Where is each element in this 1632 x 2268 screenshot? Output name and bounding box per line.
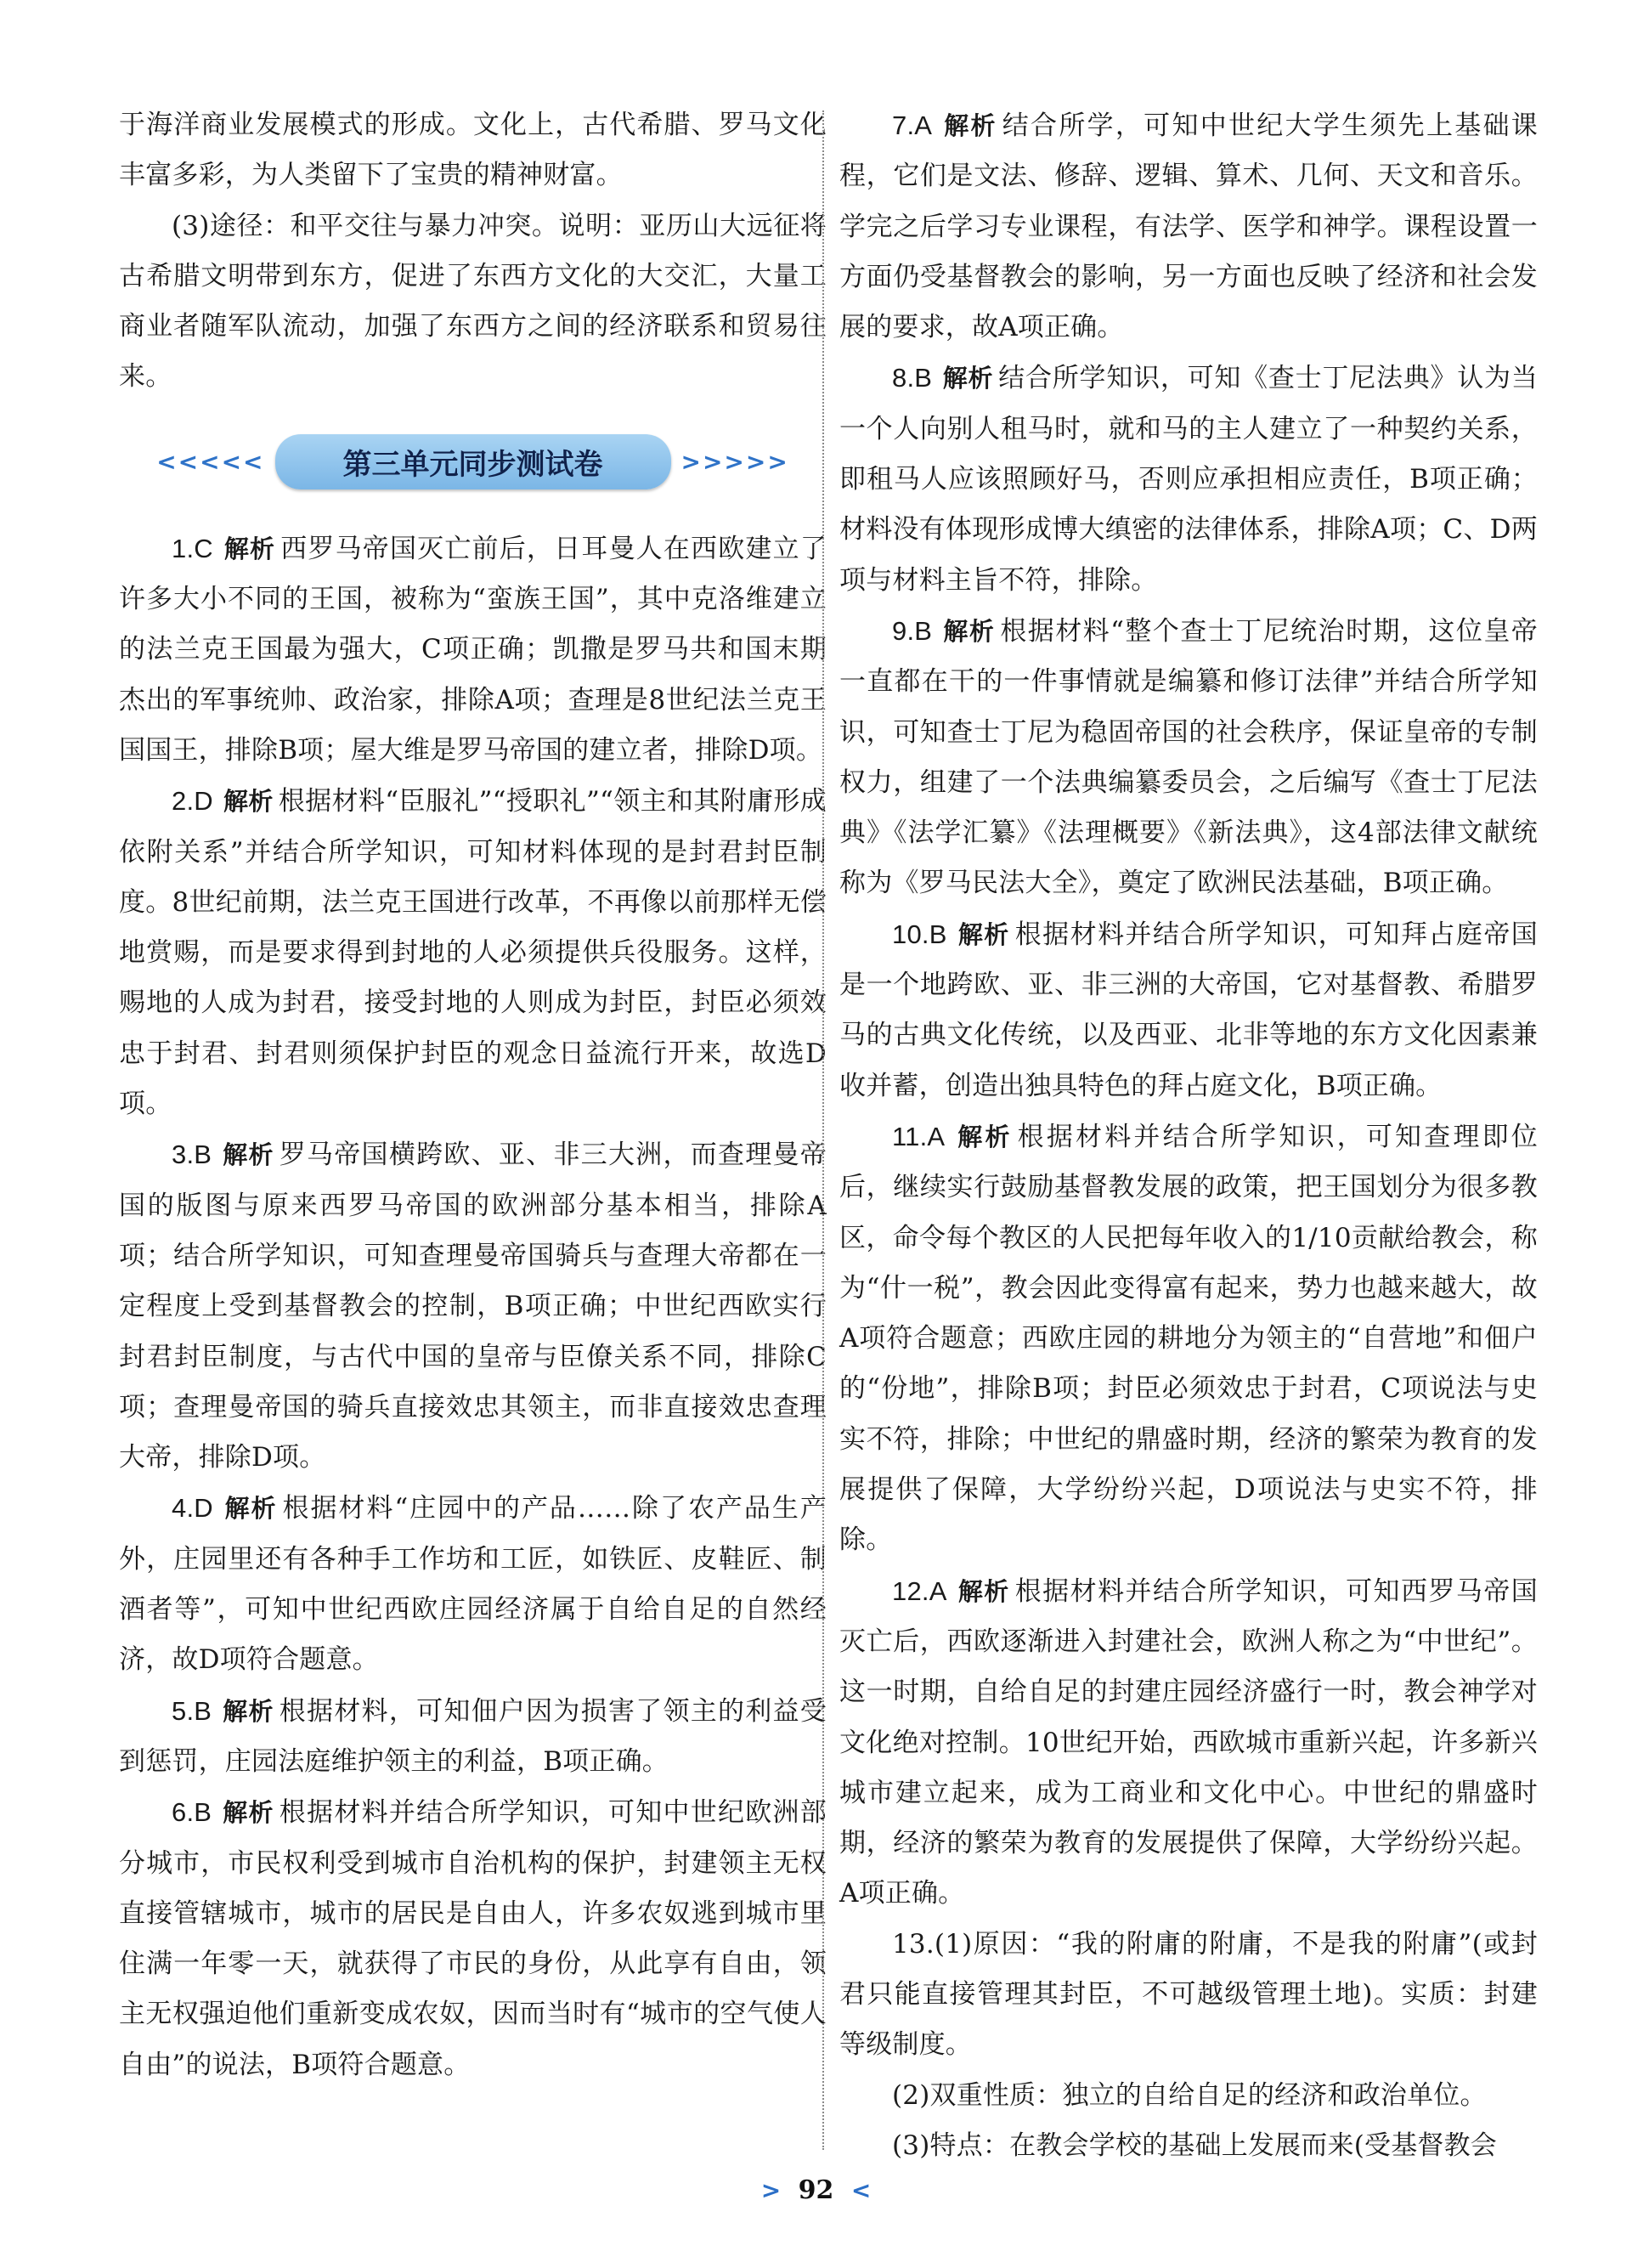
question-number: 11.A — [892, 1121, 946, 1151]
answer-text: 根据材料并结合所学知识，可知西罗马帝国灭亡后，西欧逐渐进入封建社会，欧洲人称之为“中世纪”。这一时期，自给自足的封建庄园经济盛行一时，教会神学对文化绝对控制。10世纪开始，西欧城市重新兴起，许多新兴城市建立起来，成为工商业和文化中心。中世纪的鼎盛时期，经济的繁荣为教育的发展提供了保障，大学纷纷兴起。A项正确。 — [839, 1575, 1538, 1909]
answer-text: 罗马帝国横跨欧、亚、非三大洲，而查理曼帝国的版图与原来西罗马帝国的欧洲部分基本相当，排除A项；结合所学知识，可知查理曼帝国骑兵与查理大帝都在一定程度上受到基督教会的控制，B项正确；中世纪西欧实行封君封臣制度，与古代中国的皇帝与臣僚关系不同，排除C项；查理曼帝国的骑兵直接效忠其领主，而非直接效忠查理大帝，排除D项。 — [119, 1140, 827, 1473]
question-number: 3.B — [172, 1140, 212, 1170]
answer-paragraph — [119, 1686, 827, 1788]
page-number: 92 — [798, 2175, 834, 2205]
analysis-label: 解析 — [223, 534, 276, 563]
answer-text: 根据材料“臣服礼”“授职礼”“领主和其附庸形成依附关系”并结合所学知识，可知材料体现的是封君封臣制度。8世纪前期，法兰克王国进行改革，不再像以前那样无偿地赏赐，而是要求得到封地的人必须提供兵役服务。这样，赐地的人成为封君，接受封地的人则成为封臣，封臣必须效忠于封君、封君则须保护封臣的观念日益流行开来，故选D项。 — [119, 786, 827, 1120]
analysis-label: 解析 — [942, 364, 994, 393]
right-arrows-icon: >>>>> — [680, 448, 789, 477]
analysis-label: 解析 — [942, 616, 996, 646]
analysis-label: 解析 — [955, 1122, 1013, 1151]
right-pointer-icon: > — [760, 2176, 782, 2204]
answer-paragraph — [839, 909, 1538, 1111]
answer-text: 根据材料并结合所学知识，可知查理即位后，继续实行鼓励基督教发展的政策，把王国划分为很多教区，命令每个教区的人民把每年收入的1/10贡献给教会，称为“什一税”，教会因此变得富有起来，势力也越来越大，故A项符合题意；西欧庄园的耕地分为领主的“自营地”和佃户的“份地”，排除B项；封臣必须效忠于封君，C项说法与史实不符，排除；中世纪的鼎盛时期，经济的繁荣为教育的发展提供了保障，大学纷纷兴起，D项说法与史实不符，排除。 — [839, 1121, 1538, 1556]
question-number: 12.A — [892, 1575, 947, 1606]
analysis-label: 解析 — [223, 1494, 278, 1524]
question-number: 2.D — [172, 786, 213, 817]
column-divider — [822, 110, 824, 2150]
analysis-label: 解析 — [957, 1576, 1010, 1606]
analysis-label: 解析 — [957, 919, 1010, 949]
page-footer — [0, 2175, 1632, 2205]
answer-text: 结合所学知识，可知《查士丁尼法典》认为当一个人向别人租马时，就和马的主人建立了一种契约关系，即租马人应该照顾好马，否则应承担相应责任，B项正确；材料没有体现形成博大缜密的法律体系，排除A项；C、D两项与材料主旨不符，排除。 — [839, 363, 1539, 596]
answer-paragraph — [839, 1566, 1538, 1920]
answer-paragraph — [119, 776, 827, 1129]
answer-paragraph — [119, 1129, 827, 1483]
answer-paragraph: (3)特点：在教会学校的基础上发展而来(受基督教会 — [892, 2129, 1498, 2161]
answer-paragraph: (2)双重性质：独立的自给自足的经济和政治单位。 — [892, 2079, 1487, 2111]
question-number: 4.D — [172, 1493, 213, 1524]
analysis-label: 解析 — [222, 1798, 274, 1828]
continued-paragraph: (3)途径：和平交往与暴力冲突。说明：亚历山大远征将古希腊文明带到东方，促进了东西方文化的大交汇，大量工商业者随军队流动，加强了东西方之间的经济联系和贸易往来。 — [119, 210, 827, 393]
continued-paragraph: 于海洋商业发展模式的形成。文化上，古代希腊、罗马文化丰富多彩，为人类留下了宝贵的精神财富。 — [119, 110, 827, 191]
answer-text: 根据材料并结合所学知识，可知中世纪欧洲部分城市，市民权利受到城市自治机构的保护，封建领主无权直接管辖城市，城市的居民是自由人，许多农奴逃到城市里住满一年零一天，就获得了市民的身份，从此享有自由，领主无权强迫他们重新变成农奴，因而当时有“城市的空气使人自由”的说法，B项符合题意。 — [119, 1797, 827, 2080]
answer-text: 根据材料“庄园中的产品……除了农产品生产外，庄园里还有各种手工作坊和工匠，如铁匠、皮鞋匠、制酒者等”，可知中世纪西欧庄园经济属于自给自足的自然经济，故D项符合题意。 — [119, 1493, 827, 1676]
question-number: 10.B — [892, 919, 947, 949]
question-number: 7.A — [892, 110, 933, 140]
question-number: 5.B — [172, 1695, 212, 1726]
answer-text: 根据材料并结合所学知识，可知拜占庭帝国是一个地跨欧、亚、非三洲的大帝国，它对基督教、希腊罗马的古典文化传统，以及西亚、北非等地的东方文化因素兼收并蓄，创造出独具特色的拜占庭文化，B项正确。 — [839, 919, 1538, 1101]
question-number: 8.B — [892, 363, 933, 393]
analysis-label: 解析 — [942, 111, 997, 140]
analysis-label: 解析 — [223, 787, 274, 817]
answer-paragraph: 13.(1)原因：“我的附庸的附庸，不是我的附庸”(或封君只能直接管理其封臣，不可越级管理土地)。实质：封建等级制度。 — [839, 1928, 1538, 2061]
analysis-label: 解析 — [222, 1140, 274, 1170]
question-number: 9.B — [892, 615, 933, 646]
answer-paragraph — [839, 100, 1538, 353]
answer-paragraph — [119, 1787, 827, 2090]
answer-text: 结合所学，可知中世纪大学生须先上基础课程，它们是文法、修辞、逻辑、算术、几何、天文和音乐。学完之后学习专业课程，有法学、医学和神学。课程设置一方面仍受基督教会的影响，另一方面也反映了经济和社会发展的要求，故A项正确。 — [839, 110, 1538, 343]
answer-paragraph — [839, 606, 1538, 909]
section-title: 第三单元同步测试卷 — [275, 434, 671, 489]
answer-text: 西罗马帝国灭亡前后，日耳曼人在西欧建立了许多大小不同的王国，被称为“蛮族王国”，其中克洛维建立的法兰克王国最为强大，C项正确；凯撒是罗马共和国末期杰出的军事统帅、政治家，排除A项；查理是8世纪法兰克王国国王，排除B项；屋大维是罗马帝国的建立者，排除D项。 — [119, 533, 827, 766]
right-column — [839, 100, 1538, 2171]
answer-text: 根据材料“整个查士丁尼统治时期，这位皇帝一直都在干的一件事情就是编纂和修订法律”并结合所学知识，可知查士丁尼为稳固帝国的社会秩序，保证皇帝的专制权力，组建了一个法典编纂委员会，之后编写《查士丁尼法典》《法学汇纂》《法理概要》《新法典》，这4部法律文献统称为《罗马民法大全》，奠定了欧洲民法基础，B项正确。 — [839, 615, 1538, 899]
question-number: 1.C — [172, 533, 213, 563]
section-banner — [119, 437, 827, 488]
left-pointer-icon: < — [850, 2176, 872, 2204]
question-number: 6.B — [172, 1797, 212, 1828]
answer-paragraph — [119, 523, 827, 776]
analysis-label: 解析 — [222, 1696, 274, 1726]
right-answer-list — [839, 100, 1538, 1920]
answer-paragraph — [839, 1111, 1538, 1566]
left-answer-list — [119, 523, 827, 2090]
left-column — [119, 100, 827, 2090]
left-arrows-icon: <<<<< — [156, 448, 265, 477]
answer-paragraph — [119, 1483, 827, 1685]
answer-text: 根据材料，可知佃户因为损害了领主的利益受到惩罚，庄园法庭维护领主的利益，B项正确。 — [119, 1695, 827, 1777]
answer-paragraph — [839, 353, 1538, 605]
